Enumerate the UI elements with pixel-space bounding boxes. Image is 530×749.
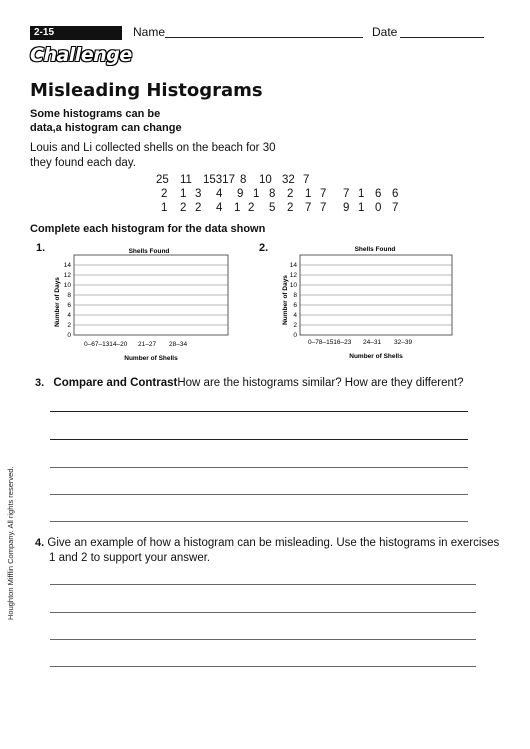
- data-value: 1: [161, 202, 168, 214]
- challenge-banner: Challenge: [30, 44, 132, 66]
- y-tick-label: 4: [67, 312, 71, 319]
- exercise-4-prompt: [35, 536, 499, 566]
- data-value: 2: [180, 202, 187, 214]
- y-tick-label: 0: [67, 332, 71, 339]
- y-tick-label: 2: [293, 322, 297, 329]
- date-label: Date: [372, 25, 398, 39]
- histogram-2-y-ticks: [290, 262, 298, 339]
- data-value: 2: [287, 188, 294, 200]
- data-value: 1: [305, 188, 312, 200]
- exercise-3-prompt: [35, 377, 464, 389]
- exercise-4-line-2: 1 and 2 to support your answer.: [49, 552, 211, 564]
- data-value: 15317: [203, 174, 235, 186]
- data-value: 8: [269, 188, 276, 200]
- y-tick-label: 10: [289, 282, 297, 289]
- data-value: 7: [320, 202, 327, 214]
- data-value: 4: [216, 188, 223, 200]
- exercise-3-answer-line[interactable]: [50, 439, 468, 440]
- histogram-2-y-axis-label: Number of Days: [282, 275, 289, 325]
- x-tick-label: 0–67–1314–20: [84, 341, 128, 348]
- data-value: 7: [305, 202, 312, 214]
- y-tick-label: 6: [67, 302, 71, 309]
- data-value: 9: [343, 202, 350, 214]
- data-value: 1: [180, 188, 187, 200]
- section-heading: Complete each histogram for the data shown: [30, 223, 266, 235]
- exercise-3-answer-line[interactable]: [50, 411, 468, 412]
- lesson-number: 2-15: [30, 26, 122, 40]
- data-value: 1: [253, 188, 260, 200]
- exercise-3-answer-line[interactable]: [50, 521, 468, 522]
- data-value: 2: [195, 202, 202, 214]
- exercise-3-answer-line[interactable]: [50, 494, 468, 495]
- data-value: 7: [320, 188, 327, 200]
- data-value: 1: [358, 202, 365, 214]
- exercise-4-answer-line[interactable]: [50, 666, 476, 667]
- y-tick-label: 14: [63, 262, 71, 269]
- exercise-4-answer-line[interactable]: [50, 612, 476, 613]
- page-title: Misleading Histograms: [30, 80, 263, 101]
- x-tick-label: 32–39: [394, 339, 413, 346]
- data-value: 10: [259, 174, 272, 186]
- x-tick-label: 0–78–1516–23: [308, 339, 352, 346]
- data-value: 11: [180, 174, 192, 186]
- histogram-2-title: Shells Found: [354, 246, 396, 253]
- data-value: 6: [392, 188, 399, 200]
- data-value: 9: [237, 188, 244, 200]
- y-tick-label: 6: [293, 302, 297, 309]
- exercise-2-number: 2.: [259, 242, 269, 254]
- data-value: 25: [156, 174, 169, 186]
- data-value: 3: [195, 188, 202, 200]
- y-tick-label: 12: [63, 272, 71, 279]
- exercise-4-number: 4.: [35, 537, 45, 549]
- x-tick-label: 24–31: [363, 339, 382, 346]
- exercise-3-number: 3.: [35, 377, 45, 389]
- histogram-2-x-axis-label: Number of Shells: [349, 353, 403, 360]
- exercise-4-answer-line[interactable]: [50, 584, 476, 585]
- y-tick-label: 14: [289, 262, 297, 269]
- exercise-3-question: How are the histograms similar? How are they different?: [177, 377, 464, 389]
- x-tick-label: 28–34: [169, 341, 188, 348]
- y-tick-label: 4: [293, 312, 297, 319]
- data-value: 0: [375, 202, 382, 214]
- data-value: 1: [234, 202, 241, 214]
- y-tick-label: 12: [289, 272, 297, 279]
- data-value: 2: [248, 202, 255, 214]
- problem-line-2: they found each day.: [30, 157, 136, 169]
- intro-line-1: Some histograms can be: [30, 108, 161, 120]
- problem-line-1: Louis and Li collected shells on the beach for 30: [30, 142, 276, 154]
- histogram-1-x-axis-label: Number of Shells: [124, 355, 178, 362]
- y-tick-label: 8: [293, 292, 297, 299]
- data-value: 7: [392, 202, 399, 214]
- data-value: 2: [287, 202, 294, 214]
- histogram-1-y-axis-label: Number of Days: [54, 277, 61, 327]
- name-label: Name: [133, 25, 166, 39]
- intro-line-2: data,a histogram can change: [30, 122, 182, 134]
- y-tick-label: 0: [293, 332, 297, 339]
- data-value: 7: [343, 188, 350, 200]
- y-tick-label: 2: [67, 322, 71, 329]
- histogram-1-title: Shells Found: [128, 248, 170, 255]
- data-value: 6: [375, 188, 382, 200]
- exercise-3-heading: Compare and Contrast: [53, 377, 178, 389]
- x-tick-label: 21–27: [138, 341, 157, 348]
- histogram-2-gridlines: [300, 265, 452, 325]
- exercise-4-line-1: Give an example of how a histogram can be misleading. Use the histograms in exercises: [47, 537, 500, 549]
- y-tick-label: 10: [63, 282, 71, 289]
- exercise-3-answer-line[interactable]: [50, 467, 468, 468]
- y-tick-label: 8: [67, 292, 71, 299]
- exercise-1-number: 1.: [36, 242, 46, 254]
- copyright-notice: Houghton Mifflin Company. All rights reserved.: [6, 466, 15, 620]
- data-value: 2: [161, 188, 168, 200]
- data-value: 8: [240, 174, 247, 186]
- data-value: 7: [303, 174, 310, 186]
- exercise-4-answer-line[interactable]: [50, 639, 476, 640]
- data-value: 32: [282, 174, 295, 186]
- data-value: 4: [216, 202, 223, 214]
- data-value: 1: [358, 188, 365, 200]
- data-value: 5: [269, 202, 276, 214]
